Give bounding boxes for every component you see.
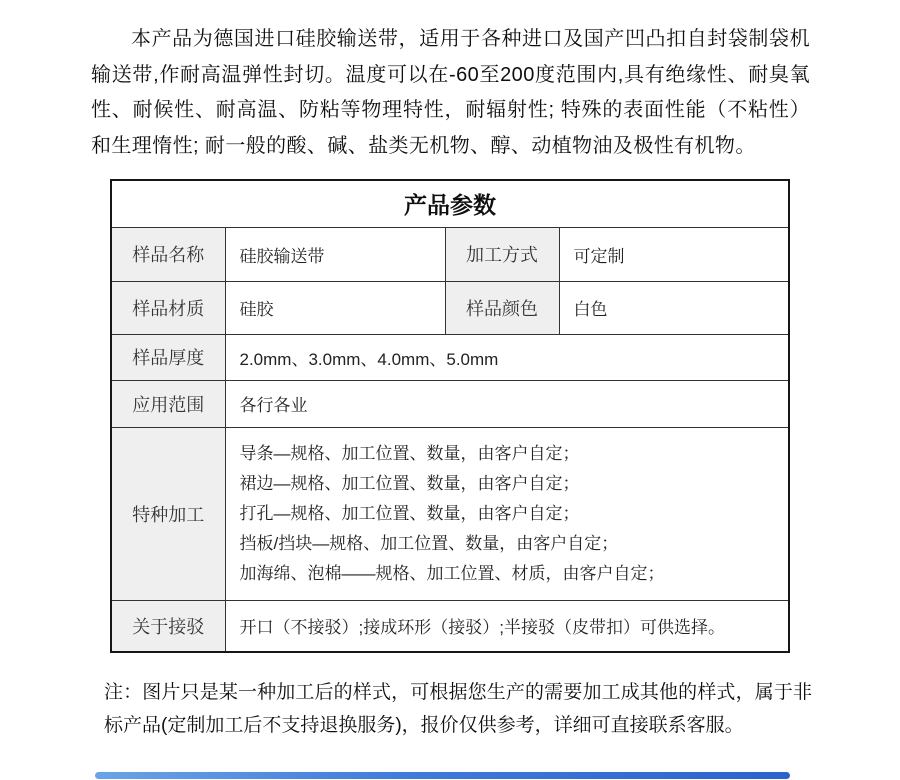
processing-value: 可定制 [559,227,789,281]
table-row-special-processing [111,427,789,600]
sample-name-value: 硅胶输送带 [225,227,445,281]
material-value: 硅胶 [225,281,445,334]
sample-name-label: 样品名称 [111,227,225,281]
processing-label: 加工方式 [445,227,559,281]
table-row-application [111,380,789,427]
special-processing-line: 裙边—规格、加工位置、数量，由客户自定； [239,473,580,493]
special-processing-line: 挡板/挡块—规格、加工位置、数量，由客户自定； [239,533,619,553]
special-processing-line: 导条—规格、加工位置、数量，由客户自定； [239,443,580,463]
table-title-row [111,180,789,227]
table-row-joining [111,600,789,652]
product-params-table [110,179,790,653]
bottom-scrollbar-thumb[interactable] [95,772,790,779]
application-label: 应用范围 [111,380,225,427]
thickness-label: 样品厚度 [111,334,225,380]
thickness-value: 2.0mm、3.0mm、4.0mm、5.0mm [225,334,789,380]
special-processing-value [225,427,789,600]
special-processing-line: 加海绵、泡棉——规格、加工位置、材质，由客户自定； [239,563,665,583]
special-processing-line: 打孔—规格、加工位置、数量，由客户自定； [239,503,580,523]
application-value: 各行各业 [225,380,789,427]
intro-paragraph: 本产品为德国进口硅胶输送带，适用于各种进口及国产凹凸扣自封袋制袋机输送带,作耐高温弹性封切。温度可以在-60至200度范围内,具有绝缘性、耐臭氧性、耐候性、耐高温、防粘等物理特性，耐辐射性; 特殊的表面性能（不粘性）和生理惰性; 耐一般的酸、碱、盐类无机物、醇、动植物油及极性有机物。 [91,28,810,157]
special-processing-label: 特种加工 [111,427,225,600]
table-row-thickness [111,334,789,380]
color-label: 样品颜色 [445,281,559,334]
note-paragraph: 注：图片只是某一种加工后的样式，可根据您生产的需要加工成其他的样式，属于非标产品(定制加工后不支持退换服务)，报价仅供参考，详细可直接联系客服。 [104,682,812,736]
material-label: 样品材质 [111,281,225,334]
table-row-sample-name [111,227,789,281]
table-title: 产品参数 [111,180,789,227]
joining-label: 关于接驳 [111,600,225,652]
color-value: 白色 [559,281,789,334]
joining-value: 开口（不接驳）;接成环形（接驳）;半接驳（皮带扣）可供选择。 [225,600,789,652]
table-row-material [111,281,789,334]
special-processing-lines [240,435,789,593]
